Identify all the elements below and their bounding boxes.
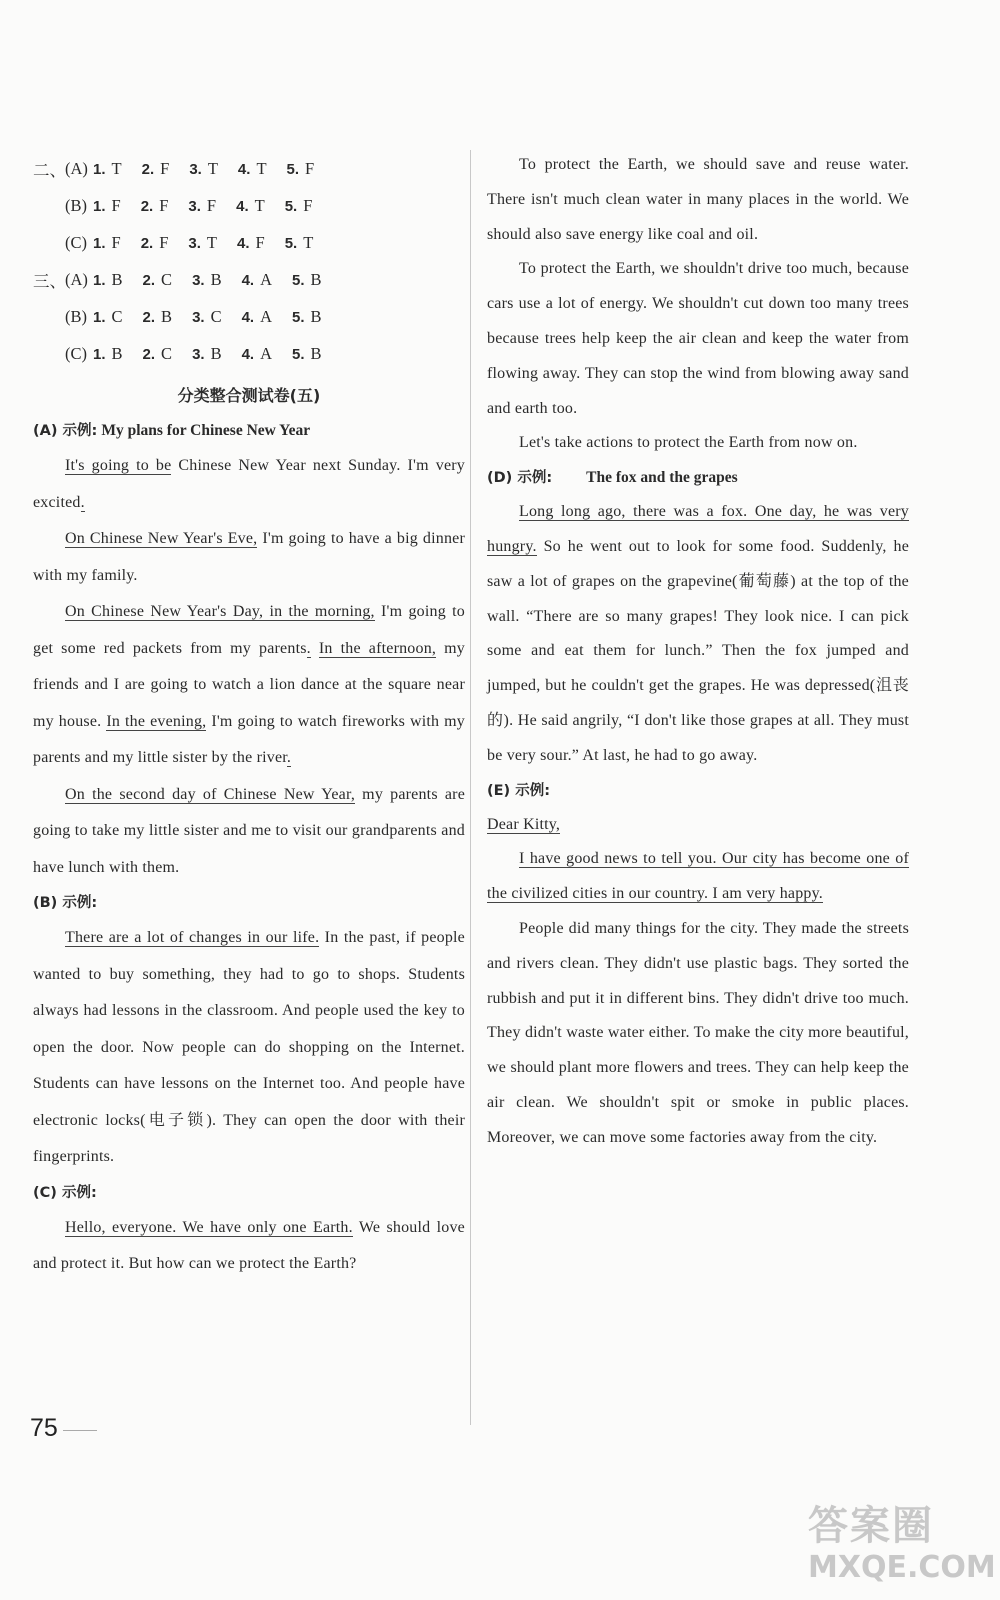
answer-row bbox=[33, 187, 465, 224]
answer-item bbox=[93, 196, 121, 216]
section-a-tag: (A) 示例: bbox=[33, 423, 98, 439]
answer-value: T bbox=[206, 232, 218, 252]
underlined-phrase: On the second day of Chinese New Year, bbox=[65, 785, 356, 803]
answer-value: T bbox=[303, 232, 314, 252]
answer-value: T bbox=[256, 158, 267, 178]
answer-number: 2. bbox=[141, 160, 155, 178]
answer-item bbox=[285, 233, 314, 253]
answer-item bbox=[93, 159, 122, 179]
answer-value: B bbox=[310, 343, 322, 363]
underlined-phrase: On Chinese New Year's Eve, bbox=[65, 530, 258, 547]
section-a-title: My plans for Chinese New Year bbox=[101, 422, 311, 439]
answer-number: 2. bbox=[140, 234, 154, 252]
answer-item bbox=[236, 196, 265, 216]
answer-value: B bbox=[310, 269, 322, 289]
section-a-para-2: On Chinese New Year's Eve, I'm going to have a big dinner with my family. bbox=[33, 530, 466, 584]
answer-group-label: (B) bbox=[65, 195, 87, 215]
watermark-logo bbox=[808, 1502, 996, 1594]
answer-item bbox=[292, 270, 322, 290]
answer-number: 2. bbox=[142, 308, 156, 326]
answer-number: 1. bbox=[93, 308, 106, 326]
answer-item bbox=[192, 307, 222, 327]
answer-value: C bbox=[161, 343, 173, 363]
answer-number: 5. bbox=[284, 234, 298, 252]
answer-number: 2. bbox=[142, 271, 156, 289]
underlined-phrase: I have good news to tell you. Our city has become one of the civilized cities in our country. I am very happy. bbox=[487, 850, 909, 903]
answer-number: 4. bbox=[237, 160, 251, 178]
answer-value: C bbox=[210, 306, 222, 326]
answer-value: B bbox=[111, 269, 123, 289]
answer-row bbox=[33, 150, 465, 187]
answer-item bbox=[192, 270, 222, 290]
underlined-phrase: It's going to be bbox=[65, 457, 172, 474]
answer-value: F bbox=[159, 195, 169, 215]
answer-number: 4. bbox=[241, 308, 255, 326]
answer-number: 3. bbox=[192, 271, 205, 289]
answer-number: 3. bbox=[188, 234, 201, 252]
answer-number: 1. bbox=[93, 197, 106, 215]
answer-number: 4. bbox=[237, 234, 250, 252]
page-number: 75 bbox=[30, 1414, 58, 1442]
underlined-phrase: In the afternoon, bbox=[318, 639, 437, 657]
section-a-label bbox=[33, 418, 465, 444]
answer-value: A bbox=[260, 306, 273, 326]
watermark-cn: 答案圈 bbox=[808, 1503, 934, 1549]
section-d-tag: (D) 示例: bbox=[487, 470, 553, 487]
section-c-para-3: To protect the Earth, we shouldn't drive too much, because cars use a lot of energy. We shouldn't cut down too many trees because trees help keep the air clean and keep the water from flowing away. They can stop the wind from blowing away sand and earth too. bbox=[487, 260, 909, 417]
underlined-phrase: Hello, everyone. We have only one Earth. bbox=[65, 1218, 353, 1236]
underlined-phrase: Long long ago, there was a fox. One day, he was very hungry. bbox=[487, 503, 909, 555]
answer-number: 4. bbox=[236, 197, 249, 215]
answer-value: C bbox=[161, 269, 173, 289]
answer-item bbox=[192, 344, 222, 364]
answer-number: 2. bbox=[140, 197, 154, 215]
answer-value: F bbox=[160, 158, 170, 178]
answer-row bbox=[33, 224, 465, 261]
section-d-para-1: Long long ago, there was a fox. One day, he was very hungry. So he went out to look for some food. Suddenly, he saw a lot of grapes on the grapevine(葡萄藤) at the top of the wall. “There are so many grapes! They look nice. I can pick some and eat them for lunch.” Then the fox jumped and jumped, but he couldn't get the grapes. He was depressed(沮丧的). He said angrily, “I don't like those grapes at all. They must be very sour.” At last, he had to go away. bbox=[487, 503, 909, 764]
answer-item bbox=[143, 344, 173, 364]
section-e-para-2: People did many things for the city. They made the streets and rivers clean. They didn't use plastic bags. They sorted the rubbish and put it in different bins. They didn't drive too much. They didn't waste water either. To make the city more beautiful, we should plant more flowers and trees. They can help keep the air clean. We shouldn't spit or smoke in public places. Moreover, we can move some factories away from the city. bbox=[487, 919, 909, 1146]
answer-value: F bbox=[305, 158, 315, 178]
section-a-para-1: It's going to be Chinese New Year next Sunday. I'm very excited. bbox=[33, 457, 465, 511]
answer-item bbox=[189, 159, 218, 179]
answer-value: F bbox=[303, 195, 313, 215]
answer-value: B bbox=[210, 269, 222, 289]
section-e-para-1 bbox=[487, 842, 909, 912]
section-c-para-1: Hello, everyone. We have only one Earth. We should love and protect it. But how can we protect the Earth? bbox=[33, 1218, 465, 1272]
answer-value: T bbox=[254, 195, 265, 215]
answer-item bbox=[93, 270, 123, 290]
answer-key bbox=[33, 150, 465, 372]
answer-item bbox=[292, 307, 322, 327]
answer-item bbox=[238, 159, 267, 179]
answer-value: T bbox=[111, 158, 122, 178]
section-d-title: The fox and the grapes bbox=[586, 469, 738, 487]
answer-item bbox=[287, 159, 315, 179]
section-title: 分类整合测试卷(五) bbox=[177, 386, 321, 405]
answer-value: A bbox=[260, 343, 273, 363]
answer-value: F bbox=[206, 195, 217, 215]
answer-value: F bbox=[255, 232, 265, 252]
answer-number: 3. bbox=[188, 197, 201, 215]
answer-group-label: (C) bbox=[65, 343, 87, 363]
answer-value: T bbox=[207, 158, 218, 178]
answer-part-prefix: 三、 bbox=[33, 271, 66, 291]
answer-value: B bbox=[310, 306, 322, 326]
answer-value: C bbox=[111, 306, 123, 326]
answer-value: F bbox=[159, 232, 169, 252]
section-a-para-4: On the second day of Chinese New Year, my parents are going to take my little sister and me to visit our grandparents and have lunch with them. bbox=[33, 785, 465, 876]
answer-value: B bbox=[111, 343, 123, 363]
answer-item bbox=[292, 344, 322, 364]
watermark-en: MXQE.COM bbox=[808, 1550, 996, 1585]
answer-part-prefix: 二、 bbox=[33, 160, 66, 180]
answer-number: 5. bbox=[292, 308, 305, 326]
answer-item bbox=[141, 196, 169, 216]
left-column bbox=[33, 150, 465, 1283]
answer-item bbox=[93, 233, 121, 253]
answer-item bbox=[242, 307, 272, 327]
section-e-label: (E) 示例: bbox=[487, 782, 551, 799]
answer-number: 3. bbox=[189, 160, 202, 178]
section-a-para-3: On Chinese New Year's Day, in the morning, I'm going to get some red packets from my parents. In the afternoon, my friends and I are going to watch a lion dance at the square near my house. In the evening, I'm going to watch fireworks with my parents and my little sister by the river. bbox=[33, 603, 466, 766]
section-b-para-1: There are a lot of changes in our life. In the past, if people wanted to buy something, they had to go to shops. Students always had lessons in the classroom. And people used the key to open the door. Now people can do shopping on the Internet. Students can have lessons on the Internet too. And people have electronic locks(电子锁). They can open the door with their fingerprints. bbox=[33, 929, 465, 1165]
answer-number: 5. bbox=[286, 160, 300, 178]
answer-row bbox=[33, 261, 465, 298]
page-number-rule bbox=[63, 1430, 97, 1431]
underlined-phrase: There are a lot of changes in our life. bbox=[65, 929, 320, 946]
answer-number: 4. bbox=[241, 345, 255, 363]
letter-salutation bbox=[487, 808, 909, 843]
section-c-label: (C) 示例: bbox=[33, 1184, 97, 1201]
answer-item bbox=[237, 233, 265, 253]
answer-number: 5. bbox=[284, 197, 298, 215]
answer-value: B bbox=[161, 306, 173, 326]
answer-item bbox=[93, 307, 123, 327]
answer-number: 3. bbox=[192, 345, 205, 363]
answer-item bbox=[242, 270, 272, 290]
right-column bbox=[487, 150, 909, 1156]
answer-number: 5. bbox=[292, 271, 305, 289]
answer-group-label: (B) bbox=[65, 306, 87, 326]
answer-item bbox=[285, 196, 313, 216]
answer-item bbox=[93, 344, 123, 364]
answer-group-label: (A) bbox=[65, 269, 88, 289]
answer-number: 1. bbox=[93, 271, 106, 289]
answer-number: 2. bbox=[142, 345, 156, 363]
answer-number: 3. bbox=[192, 308, 205, 326]
underlined-phrase: In the evening, bbox=[106, 712, 207, 730]
answer-item bbox=[141, 233, 169, 253]
underlined-phrase: Dear Kitty, bbox=[487, 815, 561, 833]
answer-row bbox=[33, 335, 465, 372]
answer-number: 5. bbox=[292, 345, 305, 363]
answer-item bbox=[143, 307, 173, 327]
answer-number: 1. bbox=[93, 160, 106, 178]
answer-value: A bbox=[260, 269, 273, 289]
answer-item bbox=[142, 159, 170, 179]
answer-value: F bbox=[111, 195, 121, 215]
answer-item bbox=[143, 270, 173, 290]
section-b-label: (B) 示例: bbox=[33, 895, 98, 911]
answer-value: F bbox=[111, 232, 121, 252]
column-divider bbox=[470, 150, 471, 1425]
answer-group-label: (C) bbox=[65, 232, 87, 252]
answer-number: 4. bbox=[241, 271, 255, 289]
answer-group-label: (A) bbox=[65, 158, 88, 178]
answer-row bbox=[33, 298, 465, 335]
section-c-para-4: Let's take actions to protect the Earth from now on. bbox=[519, 434, 858, 452]
underlined-phrase: On Chinese New Year's Day, in the morning, bbox=[65, 603, 375, 620]
answer-number: 1. bbox=[93, 234, 106, 252]
section-d-label bbox=[487, 465, 909, 491]
answer-value: B bbox=[210, 343, 222, 363]
answer-number: 1. bbox=[93, 345, 106, 363]
answer-item bbox=[242, 344, 272, 364]
section-c-para-2: To protect the Earth, we should save and reuse water. There isn't much clean water in many places in the world. We should also save energy like coal and oil. bbox=[487, 156, 909, 243]
answer-item bbox=[188, 196, 216, 216]
answer-item bbox=[188, 233, 217, 253]
